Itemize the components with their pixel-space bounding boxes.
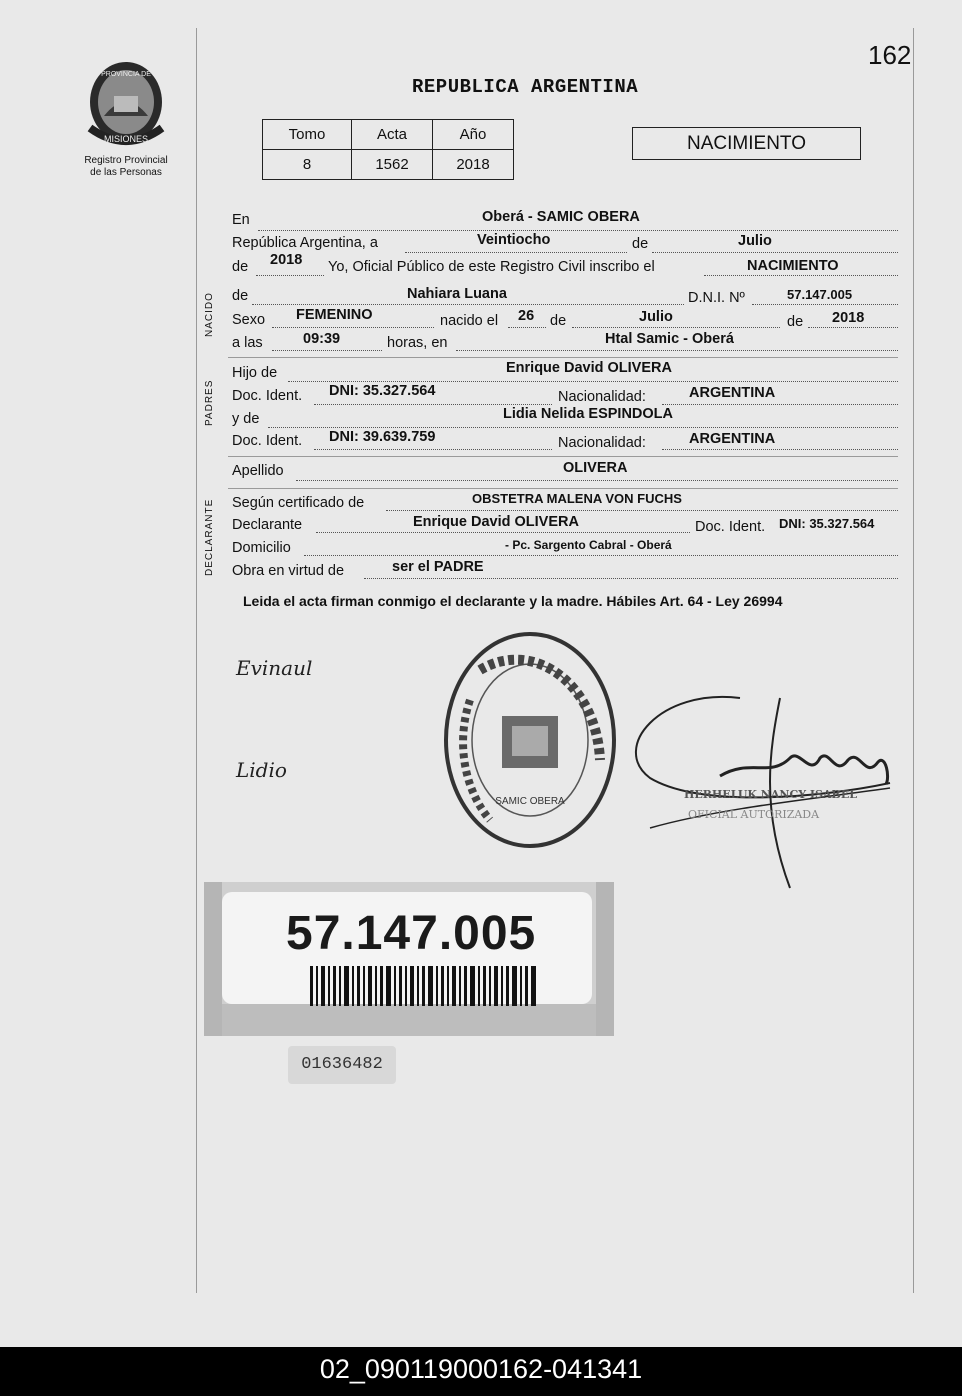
closing-note: Leida el acta firman conmigo el declarante y la madre. Hábiles Art. 64 - Ley 26994 [243,593,783,609]
ref-value-acta: 1562 [352,150,433,180]
section-divider [228,357,898,358]
mother-nationality-label: Nacionalidad: [558,435,646,451]
mother-name-value: Lidia Nelida ESPINDOLA [503,406,673,422]
dotted-line [314,449,552,450]
declarante-value: Enrique David OLIVERA [413,514,579,530]
child-name-value: Nahiara Luana [407,286,507,302]
month-value: Julio [738,233,772,249]
declarant-signature: Evinaul [236,656,313,680]
birth-time-value: 09:39 [303,331,341,347]
birth-month-value: Julio [639,309,673,325]
father-name-value: Enrique David OLIVERA [506,360,672,376]
dotted-line [268,427,898,428]
year-value: 2018 [270,252,303,268]
horas-label: horas, en [387,335,448,351]
declarante-side-label: DECLARANTE [204,498,215,576]
dotted-line [508,327,546,328]
dotted-line [652,252,898,253]
de2-label: de [550,313,567,329]
dotted-line [252,304,684,305]
day-words-value: Veintiocho [477,232,551,248]
logo-line-2: de las Personas [90,167,162,178]
dotted-line [662,449,898,450]
father-nationality-label: Nacionalidad: [558,389,646,405]
dni-label: D.N.I. Nº [688,290,745,306]
dotted-line [456,350,898,351]
father-nationality-value: ARGENTINA [689,385,776,401]
declarante-doc-value: DNI: 35.327.564 [779,516,875,531]
apellido-value: OLIVERA [563,460,628,476]
ref-value-tomo: 8 [263,150,352,180]
apellido-label: Apellido [232,463,284,479]
obra-label: Obra en virtud de [232,563,345,579]
nacido-side-label: NACIDO [204,292,215,337]
republica-label: República Argentina, a [232,235,378,251]
official-name: HERHELUK NANCY ISABEL [684,788,857,801]
sexo-label: Sexo [232,312,266,328]
alas-label: a las [232,335,263,351]
dotted-line [296,480,898,481]
dotted-line [258,230,898,231]
dotted-line [662,404,898,405]
dotted-line [314,404,552,405]
birth-day-value: 26 [518,308,535,324]
mother-nationality-value: ARGENTINA [689,431,776,447]
scan-footer-id: 02_090119000162-041341 [0,1347,962,1396]
de-label: de [632,236,649,252]
sticker-label-area [222,892,592,1004]
mother-signature: Lidio [236,758,287,782]
father-doc-value: DNI: 35.327.564 [329,383,436,399]
dotted-line [364,578,898,579]
domicilio-value: - Pc. Sargento Cabral - Oberá [505,538,672,552]
dotted-line [256,275,324,276]
ref-header-tomo: Tomo [263,120,352,150]
padres-side-label: PADRES [204,379,215,426]
de-year-label: de [232,259,249,275]
dotted-line [316,532,690,533]
official-role: OFICIAL AUTORIZADA [688,808,820,821]
page-number: 162 [868,40,912,70]
dotted-line [405,252,627,253]
dotted-line [572,327,780,328]
hijo-de-label: Hijo de [232,365,278,381]
control-number: 01636482 [288,1046,396,1084]
misiones-seal-icon [70,58,182,150]
left-margin-line [196,28,197,1293]
father-doc-label: Doc. Ident. [232,388,303,404]
dotted-line [304,555,898,556]
nacido-de-label: de [232,288,249,304]
y-de-label: y de [232,411,260,427]
declarante-label: Declarante [232,517,303,533]
dotted-line [808,327,898,328]
act-type-box: NACIMIENTO [632,127,861,160]
dotted-line [704,275,898,276]
birth-place-value: Htal Samic - Oberá [605,331,734,347]
child-dni-value: 57.147.005 [787,287,853,302]
dni-sticker [204,882,614,1036]
inscription-type-value: NACIMIENTO [747,258,839,274]
mother-doc-label: Doc. Ident. [232,433,303,449]
seal-top-text: PROVINCIA DE [101,71,151,78]
registry-logo [70,58,182,179]
ref-value-anio: 2018 [433,150,514,180]
nacido-el-label: nacido el [440,313,499,329]
obra-value: ser el PADRE [392,559,484,575]
section-divider [228,456,898,457]
document-title: REPUBLICA ARGENTINA [412,76,639,98]
registry-stamp-icon [440,630,620,850]
dotted-line [386,510,898,511]
seal-bottom-text: MISIONES [103,134,149,144]
ref-header-acta: Acta [352,120,433,150]
birth-year-value: 2018 [832,310,865,326]
logo-line-1: Registro Provincial [84,155,168,166]
de3-label: de [787,314,804,330]
section-divider [228,488,898,489]
reference-table [262,119,514,180]
sexo-value: FEMENINO [296,307,373,323]
dotted-line [288,381,898,382]
dotted-line [752,304,898,305]
ref-header-anio: Año [433,120,514,150]
en-label: En [232,212,250,228]
declarante-doc-label: Doc. Ident. [695,519,766,535]
sticker-dni-number: 57.147.005 [286,907,537,960]
place-value: Oberá - SAMIC OBERA [482,209,640,225]
oficial-text: Yo, Oficial Público de este Registro Civil inscribo el [328,259,655,275]
dotted-line [272,327,434,328]
right-margin-line [913,28,914,1293]
dotted-line [272,350,382,351]
barcode-icon [310,966,536,1006]
mother-doc-value: DNI: 39.639.759 [329,429,436,445]
certificado-label: Según certificado de [232,495,365,511]
domicilio-label: Domicilio [232,540,291,556]
stamp-inner-text: SAMIC OBERA [495,796,565,807]
certificado-value: OBSTETRA MALENA VON FUCHS [472,491,682,506]
